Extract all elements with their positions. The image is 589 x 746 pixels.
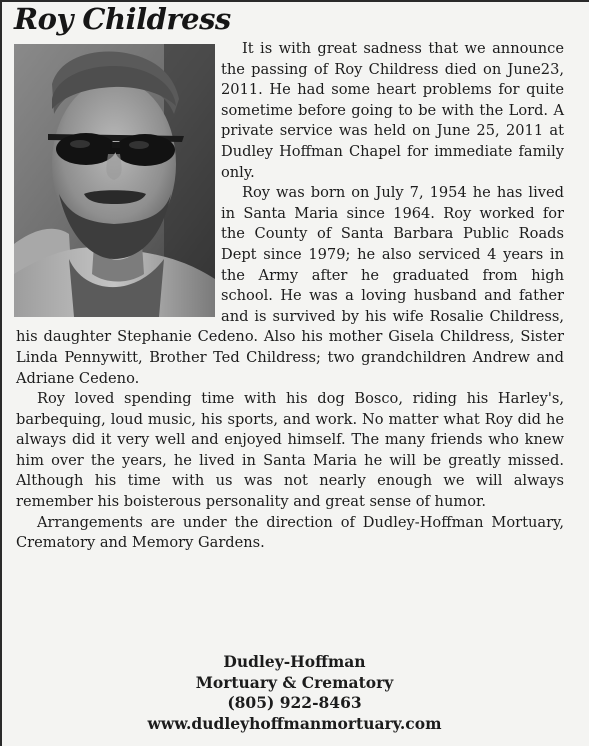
paragraph-biography: Roy was born on July 7, 1954 he has lived in Santa Maria since 1964. Roy worked for the County of Santa Barbara Public Roads Dept since 1979; he also serviced 4 years in the Army after he graduated from high school. He was a loving husband and father and is survived by his wife Rosalie Childress, his daughter Stephanie Cedeno. Also his mother Gisela Childress, Sister Linda Pennywitt, Brother Ted Childress; two grandchildren Andrew and Adriane Cedeno. [16,184,564,387]
mortuary-phone: (805) 922-8463 [227,693,362,713]
mortuary-subtitle: Mortuary & Crematory [195,672,394,692]
paragraph-arrangements: Arrangements are under the direction of Dudley-Hoffman Mortuary, Crematory and Memory Gardens. [16,513,564,552]
obituary-title: Roy Childress [14,2,231,36]
paragraph-interests: Roy loved spending time with his dog Bosco, riding his Harley's, barbequing, loud music, his sports, and work. No matter what Roy did he always did it very well and enjoyed himself. The many friends who knew him over the years, he lived in Santa Maria he will be greatly missed. Although his time with us was not nearly enough we will always remember his boisterous personality and great sense of humor. [16,390,564,511]
obituary-body [16,39,564,554]
mortuary-website: www.dudleyhoffmanmortuary.com [147,713,442,733]
photo-float-spacer [16,39,219,315]
paragraph-announcement: It is with great sadness that we announce the passing of Roy Childress died on June23, 2011. He had some heart problems for quite sometime before going to be with the Lord. A private service was held on June 25, 2011 at Dudley Hoffman Chapel for immediate family only. [221,40,564,181]
mortuary-footer [0,652,589,734]
mortuary-name: Dudley-Hoffman [223,652,366,671]
left-border-rule [0,0,2,746]
